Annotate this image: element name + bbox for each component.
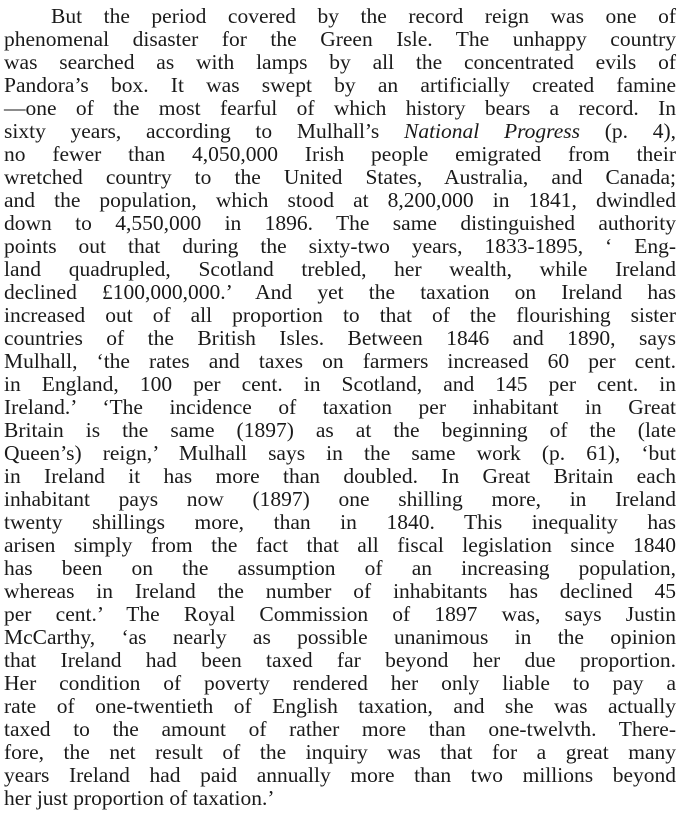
document-page xyxy=(4,0,676,832)
text-line: arisen simply from the fact that all fiscal legislation since 1840 xyxy=(4,533,676,557)
text-line: that Ireland had been taxed far beyond her due proportion. xyxy=(4,648,676,672)
text-line: increased out of all proportion to that of the flourishing sister xyxy=(4,303,676,327)
text-segment: sixty years, according to Mulhall’s xyxy=(4,119,404,143)
text-line: Her condition of poverty rendered her only liable to pay a xyxy=(4,671,676,695)
text-line: her just proportion of taxation.’ xyxy=(4,786,275,810)
text-line: countries of the British Isles. Between 1846 and 1890, says xyxy=(4,326,676,350)
book-title: National Progress xyxy=(403,119,580,143)
text-line: inhabitant pays now (1897) one shilling more, in Ireland xyxy=(4,487,676,511)
text-line: points out that during the sixty-two years, 1833-1895, ‘ Eng- xyxy=(4,234,676,258)
text-line: land quadrupled, Scotland trebled, her wealth, while Ireland xyxy=(4,257,676,281)
text-line: and the population, which stood at 8,200,000 in 1841, dwindled xyxy=(4,188,676,212)
text-line: has been on the assumption of an increasing population, xyxy=(4,556,676,580)
text-line: whereas in Ireland the number of inhabitants has declined 45 xyxy=(4,579,676,603)
text-line: Mulhall, ‘the rates and taxes on farmers increased 60 per cent. xyxy=(4,349,676,373)
text-line: rate of one-twentieth of English taxation, and she was actually xyxy=(4,694,676,718)
text-line: Britain is the same (1897) as at the beginning of the (late xyxy=(4,418,676,442)
text-line: in England, 100 per cent. in Scotland, and 145 per cent. in xyxy=(4,372,676,396)
text-line: twenty shillings more, than in 1840. This inequality has xyxy=(4,510,676,534)
text-line: in Ireland it has more than doubled. In Great Britain each xyxy=(4,464,676,488)
text-line: But the period covered by the record reign was one of xyxy=(51,4,676,28)
text-line: Queen’s) reign,’ Mulhall says in the same work (p. 61), ‘but xyxy=(4,441,676,465)
text-line: McCarthy, ‘as nearly as possible unanimous in the opinion xyxy=(4,625,676,649)
text-line: phenomenal disaster for the Green Isle. The unhappy country xyxy=(4,27,676,51)
text-line: was searched as with lamps by all the concentrated evils of xyxy=(4,50,676,74)
text-line: years Ireland had paid annually more than two millions beyond xyxy=(4,763,676,787)
text-line: Ireland.’ ‘The incidence of taxation per inhabitant in Great xyxy=(4,395,676,419)
text-line: declined £100,000,000.’ And yet the taxation on Ireland has xyxy=(4,280,676,304)
text-line: per cent.’ The Royal Commission of 1897 was, says Justin xyxy=(4,602,676,626)
text-line: down to 4,550,000 in 1896. The same distinguished authority xyxy=(4,211,676,235)
text-line: fore, the net result of the inquiry was that for a great many xyxy=(4,740,676,764)
text-line: —one of the most fearful of which history bears a record. In xyxy=(4,96,676,120)
text-line: no fewer than 4,050,000 Irish people emigrated from their xyxy=(4,142,676,166)
text-segment: (p. 4), xyxy=(580,119,676,143)
text-line: taxed to the amount of rather more than one-twelvth. There- xyxy=(4,717,676,741)
text-line: Pandora’s box. It was swept by an artificially created famine xyxy=(4,73,676,97)
text-line: wretched country to the United States, Australia, and Canada; xyxy=(4,165,676,189)
